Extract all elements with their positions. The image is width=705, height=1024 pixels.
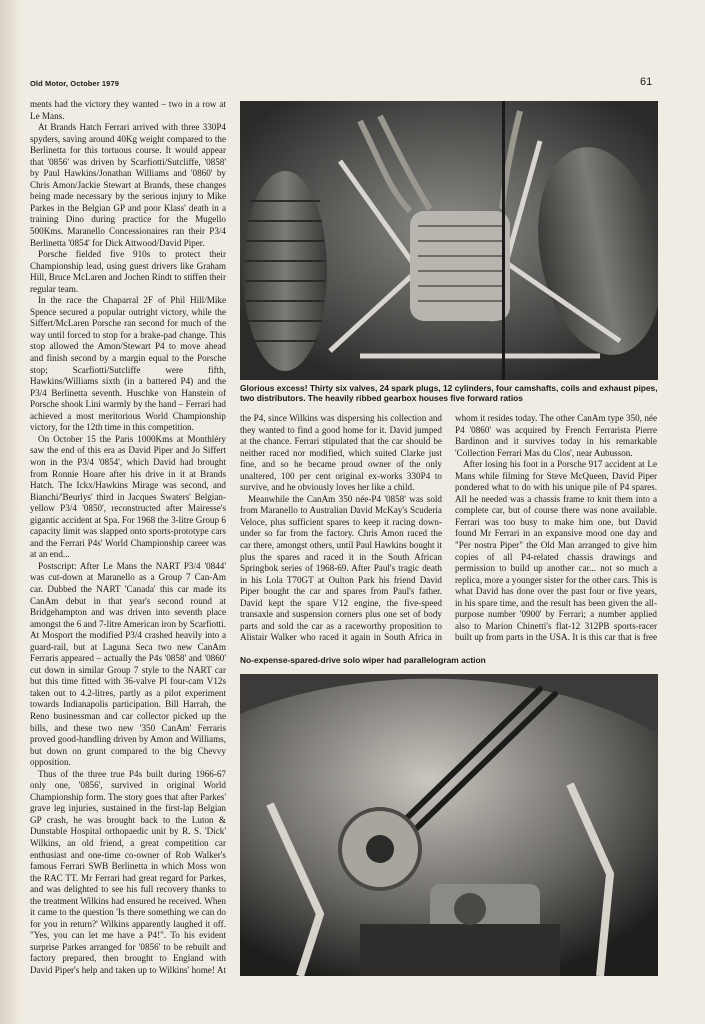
paragraph: At Brands Hatch Ferrari arrived with three 330P4 spyders, saving around 40Kg weight compared to the Berlinetta for this tortuous course. It would appear that '0856' was driven by Scarfiotti/Sutcliffe, '0858' by Paul Hawkins/Jonathan Williams and '0860' by Chris Amon/Jackie Stewart at Brands, these changes being made necessary by the serious injury to Mike Parkes in the Belgian GP and poor Klass' death in a training Dino during practice for the Mugello 500Kms. Maranello Concessionaires ran their P3/4 Berlinetta '0854' for Dick Attwood/David Piper.	[30, 122, 226, 248]
paragraph: Meanwhile the CanAm 350 née-P4 '0858' was sold from Maranello to Australian David McKay's Scuderia Veloce, plus sufficient spares to keep it racing down-under so far from the factory. Chris Amon raced the car there, amongst others, until Paul Hawkins bought it plus the spares and raced it in the South African Springbok series of 1968-69. After Paul's tragic death in his Lola T70GT at Oulton Park his friend David Piper bought the car and spares from Paul's father. David kept the spare V12 engine, the five-speed transaxle and suspension corners plus one set of body parts and sold the car as a raceworthy proposition to Alistair Walker who raced it again in South Africa in	[240, 493, 442, 643]
bottom-photo-caption: No-expense-spared-drive solo wiper had parallelogram action	[240, 655, 486, 665]
top-photo-caption: Glorious excess! Thirty six valves, 24 spark plugs, 12 cylinders, four camshafts, coils and exhaust pipes, two distributors. The heavily ribbed gearbox houses five forward ratios	[240, 383, 658, 404]
paragraph: Thus of the three true P4s built during 1966-67 only one, '0856', survived in original World Championship form. The story goes that after Parkes' grave leg injuries, sustained in the first-lap Belgian GP crash, he was brought back to the Luton & Dunstable Hospital orthopaedic unit by R. S. 'Dick' Wilkins, an old friend, a great competition car enthusiast and one-time co-owner of Rob Walker's famous Ferrari SWB Berlinetta in which Moss won the RAC TT. Mr Ferrari had great regard for Parkes, and was delighted to see his full recovery thanks to the treatment Wilkins had ensured he received. When it came to the question 'Is there something we can do for you in return?' Wilkins apparently laughed it off. "Yes, you can let me have a P4!". To his evident surprise Parkes arranged for '0856' to be rebuilt and factory prepared, then brought to England with David Piper's help and taken up to Wilkins' home! At	[30, 768, 226, 976]
article-column-right	[455, 413, 657, 645]
page-gutter-shadow	[0, 0, 22, 1024]
wiper-mechanism-photo	[240, 674, 658, 976]
paragraph: Postscript: After Le Mans the NART P3/4 '0844' was cut-down at Maranello as a Group 7 Can-Am car. Dubbed the NART 'Canada' this car made its CanAm debut in that year's second round at Bridgehampton and was driven into seventh place amongst the 6 and 7-litre American iron by Scarfiotti. At Mosport the modified P3/4 crashed heavily into a guard-rail, but at Laguna Seca two new CanAm Ferraris appeared – actually the P4s '0858' and '0860' cut down in similar Group 7 style to the NART car but this time fitted with 36-valve Pl four-cam V12s taken out to 4.2-litres, partly as a pilot experiment towards Indianapolis participation. Bill Harrah, the Reno businessman and car collector picked up the bills, and these two new '350 CanAm' Ferraris proved good-handling driven by Amon and Williams, but down on grunt compared to the big Chevvy opposition.	[30, 560, 226, 768]
article-column-middle	[240, 413, 442, 645]
article-column-left	[30, 99, 226, 976]
paragraph: whom it resides today. The other CanAm type 350, née P4 '0860' was acquired by French Ferraristа Pierre Bardinon and it survives today in his remarkable 'Collection Ferrari Mas du Clos', near Aubusson.	[455, 413, 657, 458]
engine-bay-photo	[240, 101, 658, 380]
paragraph	[455, 459, 657, 645]
running-header: Old Motor, October 1979	[30, 79, 119, 88]
page-number: 61	[640, 76, 653, 88]
paragraph: On October 15 the Paris 1000Kms at Monthléry saw the end of this era as David Piper and Jo Siffert won in the P3/4 '0854', which David had brought from Ronnie Hoare after his drive in it at Brands Hatch. The Ickx/Hawkins Mirage was second, and Bianchi/'Beurlys' third in Jacques Swaters' Belgian-yellow P3/4 '0850', reconstructed after Mairesse's gigantic accident at Spa. For 1968 the 3-litre Group 6 capacity limit was slapped onto sports-prototype cars and the Ferrari P4s' World Championship career was at an end...	[30, 433, 226, 560]
paragraph: In the race the Chaparral 2F of Phil Hill/Mike Spence secured a popular outright victory, while the Siffert/McLaren Porsche ran second for much of the way until forced to stop for a brake-pad change. This stop allowed the Amon/Stewart P4 to move ahead and finish second by a margin equal to the Porsche stop; Scarfiotti/Sutcliffe were fifth, Hawkins/Williams sixth (in a battered P4) and the P3/4 Berlinetta seventh. Huschke von Hanstein of Porsche shook Lini warmly by the hand – Ferrari had achieved a most meritorious World Championship victory, for the 12th time in this competition.	[30, 295, 226, 433]
paragraph: the P4, since Wilkins was dispersing his collection and they wanted to find a good home for it. David jumped at the chance. Ferrari stipulated that the car should be neither raced nor modified, which suited Clarke just fine, and so he became proud owner of the only unaltered, 100 per cent original ex-works 330P4 to survive, and he obviously loves her like a child.	[240, 413, 442, 493]
paragraph: ments had the victory they wanted – two in a row at Le Mans.	[30, 99, 226, 121]
paragraph-text: After losing his foot in a Porsche 917 accident at Le Mans while filming for Steve McQueen, David Piper pondered what to do with his unique pile of P4 spares. All he needed was a chassis frame to knit them into a complete car, but of course there was none available. Ferrari was too busy to make him one, but David found Mr Ferrari in an expansive mood one day and "Per nostra Piper" the Old Man arranged to give him copies of all P4-related chassis drawings and permission to build up another car... not so much a replica, more a younger sister for the other cars. This is what David has done over the past four or five years, in his spare time, and the result has been given the all-purpose number '0900' by Ferrari; a number applied also to Marion Chinetti's flat-12 312PB sports-racer built up from parts in the USA. It is this car that is free	[455, 459, 657, 643]
paragraph: Porsche fielded five 910s to protect their Championship lead, using guest drivers like Graham Hill, Bruce McLaren and Jochen Rindt to stiffen their regular team.	[30, 249, 226, 294]
